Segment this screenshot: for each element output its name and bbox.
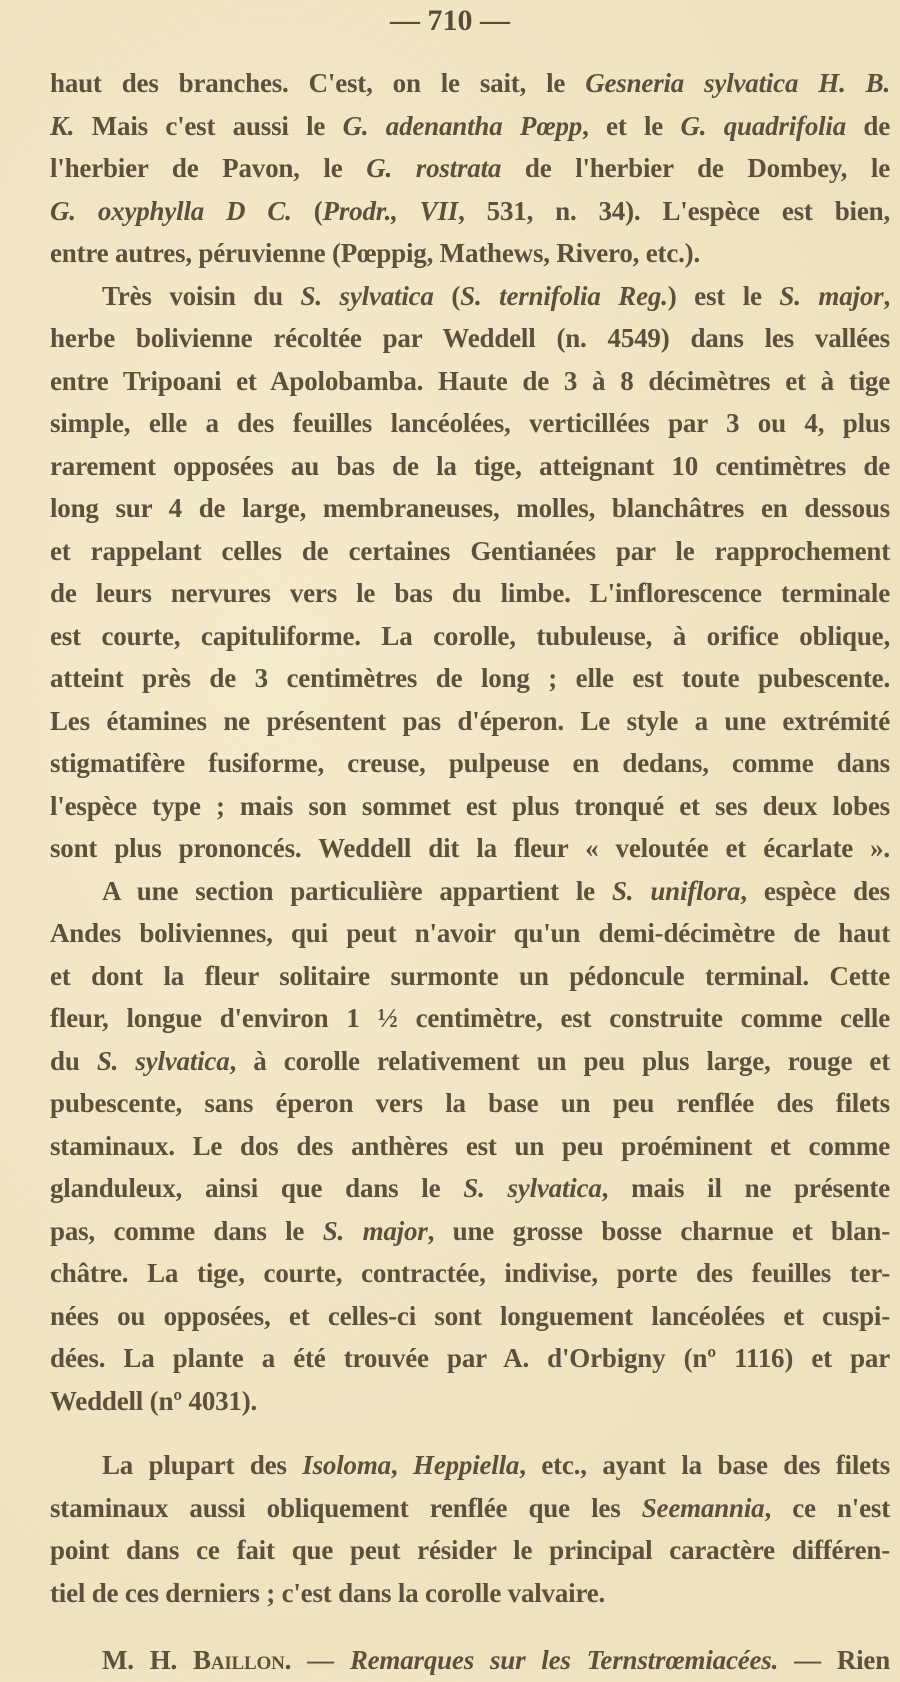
text-segment: , à corolle relativement un peu plus large, rouge et — [229, 1045, 890, 1076]
text-segment: , etc., ayant la base des filets — [519, 1450, 891, 1480]
italic-text: Heppiella — [413, 1450, 520, 1480]
text-line — [50, 190, 890, 233]
text-segment: entre Tripoani et Apolobamba. Haute de 3 à 8 décimètres et à tige — [50, 365, 890, 396]
text-line — [50, 530, 890, 573]
text-segment: staminaux. Le dos des anthères est un peu proéminent et comme — [50, 1130, 890, 1161]
text-line — [50, 232, 890, 275]
text-segment: Weddell (nº 4031). — [50, 1385, 258, 1416]
paragraph — [50, 1444, 890, 1614]
italic-text: Remarques sur les Ternstrœmiacées. — [349, 1645, 779, 1675]
text-segment: stigmatifère fusiforme, creuse, pulpeuse en dedans, comme dans — [50, 748, 890, 778]
italic-text: G. adenantha Pœpp — [342, 110, 583, 141]
text-line — [50, 1252, 890, 1295]
text-segment: tiel de ces derniers ; c'est dans la corolle valvaire. — [50, 1577, 606, 1608]
italic-text: Seemannia — [641, 1492, 765, 1523]
text-segment: A une section particulière appartient le — [102, 875, 612, 906]
text-segment: l'herbier de Pavon, le — [50, 153, 367, 183]
text-line — [50, 700, 890, 743]
paragraph — [50, 62, 890, 275]
text-segment: — — [291, 1645, 350, 1675]
text-segment: , mais il ne présente — [601, 1173, 890, 1203]
italic-text: G. oxyphylla D C. — [50, 195, 292, 226]
italic-text: Gesneria sylvatica H. B. — [585, 68, 890, 98]
text-segment: sont plus prononcés. Weddell dit la fleur « veloutée et écarlate ». — [50, 833, 890, 863]
text-line — [50, 402, 890, 445]
text-segment: simple, elle a des feuilles lancéolées, verticillées par 3 ou 4, plus — [50, 408, 890, 438]
text-line — [50, 62, 890, 105]
text-segment: long sur 4 de large, membraneuses, molles, blanchâtres en dessous — [50, 493, 890, 523]
text-segment: de leurs nervures vers le bas du limbe. L'inflorescence terminale — [50, 578, 890, 608]
text-line — [50, 742, 890, 785]
text-line — [50, 572, 890, 615]
italic-text: G. quadrifolia — [680, 110, 847, 141]
text-line — [50, 1167, 890, 1210]
text-segment: pubescente, sans éperon vers la base un peu renflée des filets — [50, 1088, 890, 1118]
text-line — [50, 1529, 890, 1572]
paragraph — [50, 870, 890, 1423]
text-segment: , 531, n. 34). L'espèce est bien, — [458, 195, 891, 226]
text-segment: Mais c'est aussi le — [74, 110, 343, 141]
text-line — [50, 785, 890, 828]
text-segment: et dont la fleur solitaire surmonte un pédoncule terminal. Cette — [50, 960, 890, 991]
text-line — [50, 1082, 890, 1125]
text-line — [50, 360, 890, 403]
text-line — [50, 870, 890, 913]
text-segment: de — [846, 110, 891, 141]
text-line — [50, 445, 890, 488]
paragraph — [50, 275, 890, 870]
text-segment: , espèce des — [740, 875, 890, 906]
text-line — [50, 1125, 890, 1168]
text-segment: du — [50, 1045, 97, 1076]
text-segment: fleur, longue d'environ 1 ½ centimètre, est construite comme celle — [50, 1003, 890, 1033]
text-line — [50, 487, 890, 530]
text-line — [50, 1639, 890, 1682]
body-text — [50, 62, 890, 1682]
text-line — [50, 955, 890, 998]
text-segment: et rappelant celles de certaines Gentianées par le rapprochement — [50, 535, 890, 566]
italic-text: S. major — [779, 280, 884, 311]
text-segment: , une grosse bosse charnue et blan- — [427, 1215, 891, 1246]
text-segment: ( — [291, 195, 323, 226]
italic-text: G. rostrata — [366, 153, 502, 183]
text-line — [50, 1572, 890, 1615]
text-line — [50, 1380, 890, 1423]
text-segment: atteint près de 3 centimètres de long ; elle est toute pubescente. — [50, 663, 890, 693]
text-segment: , ce n'est — [764, 1492, 890, 1523]
text-segment: herbe bolivienne récoltée par Weddell (n. 4549) dans les vallées — [50, 323, 890, 353]
text-line — [50, 317, 890, 360]
text-line — [50, 1210, 890, 1253]
text-line — [50, 1337, 890, 1380]
italic-text: S. sylvatica — [300, 280, 434, 311]
text-segment: châtre. La tige, courte, contractée, indivise, porte des feuilles ter- — [50, 1258, 890, 1288]
italic-text: S. major — [322, 1215, 428, 1246]
text-segment: entre autres, péruvienne (Pœppig, Mathews, Rivero, etc.). — [50, 238, 700, 268]
italic-text: K. — [50, 110, 75, 141]
text-segment: est courte, capituliforme. La corolle, tubuleuse, à orifice oblique, — [50, 620, 890, 651]
text-line — [50, 657, 890, 700]
italic-text: S. uniflora — [611, 875, 741, 906]
italic-text: S. sylvatica — [96, 1045, 230, 1076]
text-segment: ) est le — [667, 280, 780, 311]
text-segment: glanduleux, ainsi que dans le — [50, 1173, 464, 1203]
author-name: M. H. Baillon. — [102, 1645, 292, 1675]
section-heading — [50, 1639, 890, 1682]
text-segment: haut des branches. C'est, on le sait, le — [50, 68, 586, 98]
text-line — [50, 1040, 890, 1083]
italic-text: S. sylvatica — [463, 1173, 602, 1203]
italic-text: Isoloma — [302, 1450, 391, 1480]
text-line — [50, 1444, 890, 1487]
text-line — [50, 997, 890, 1040]
text-line — [50, 827, 890, 870]
text-segment: ( — [433, 280, 461, 311]
text-segment: pas, comme dans le — [50, 1215, 323, 1246]
text-segment: Très voisin du — [102, 280, 301, 311]
text-line — [50, 147, 890, 190]
text-segment: , — [390, 1450, 414, 1480]
text-line — [50, 615, 890, 658]
text-line — [50, 105, 890, 148]
text-line — [50, 275, 890, 318]
text-segment: dées. La plante a été trouvée par A. d'Orbigny (nº 1116) et par — [50, 1343, 890, 1373]
text-segment: , — [883, 280, 890, 311]
text-line — [50, 1295, 890, 1338]
page-number: — 710 — — [390, 4, 510, 37]
text-segment: Andes boliviennes, qui peut n'avoir qu'un demi-décimètre de haut — [50, 918, 890, 948]
text-line — [50, 912, 890, 955]
text-segment: — Rien — [778, 1645, 891, 1675]
text-line — [50, 1487, 890, 1530]
text-segment: Les étamines ne présentent pas d'éperon. Le style a une extrémité — [50, 705, 890, 736]
text-segment: point dans ce fait que peut résider le principal caractère différen- — [50, 1535, 890, 1565]
text-segment: , et le — [582, 110, 681, 141]
text-segment: rarement opposées au bas de la tige, atteignant 10 centimètres de — [50, 450, 890, 481]
text-segment: La plupart des — [102, 1450, 303, 1480]
text-segment: nées ou opposées, et celles-ci sont longuement lancéolées et cuspi- — [50, 1300, 890, 1331]
text-segment: de l'herbier de Dombey, le — [501, 153, 890, 183]
text-segment: staminaux aussi obliquement renflée que les — [50, 1492, 642, 1523]
text-segment: l'espèce type ; mais son sommet est plus tronqué et ses deux lobes — [50, 790, 890, 821]
italic-text: S. ternifolia Reg. — [460, 280, 668, 311]
italic-text: Prodr., VII — [322, 195, 459, 226]
